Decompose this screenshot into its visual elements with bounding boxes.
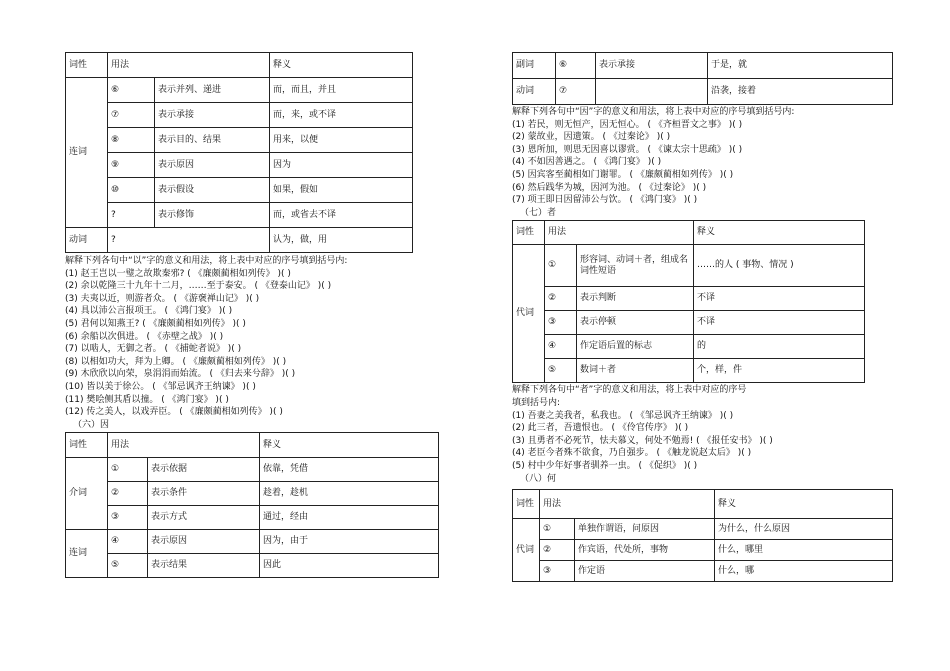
row-meaning: 什么，哪里 xyxy=(715,540,893,561)
table-header-row xyxy=(66,433,439,458)
table-header-row xyxy=(513,490,893,519)
header-shiyi: 释义 xyxy=(715,490,893,519)
row-usage: 表示判断 xyxy=(577,287,694,311)
row-meaning: 认为，做，用 xyxy=(270,228,413,253)
list-item: (12) 传之美人，以戏弄臣。 ( 《廉颇蔺相如列传》 )( ) xyxy=(65,407,283,418)
row-meaning: 因此 xyxy=(260,554,439,578)
right-column xyxy=(512,52,892,582)
header-cixing: 词性 xyxy=(513,490,540,519)
row-usage: 表示依据 xyxy=(148,458,260,482)
table-row xyxy=(513,540,893,561)
group-dongci: 动词 xyxy=(66,228,108,253)
row-meaning: 因为 xyxy=(270,153,413,178)
row-usage: 作宾语，代处所，事物 xyxy=(575,540,715,561)
row-num: ⑤ xyxy=(545,359,577,383)
instruction-text-cont: 填到括号内: xyxy=(512,397,561,408)
list-item: (6) 然后践华为城，因河为池。 ( 《过秦论》 )( ) xyxy=(512,182,707,193)
list-item: (1) 吾妻之美我者，私我也。 ( 《邹忌讽齐王纳谏》 )( ) xyxy=(512,410,734,421)
group-dongci: 动词 xyxy=(513,79,556,105)
group-daici: 代词 xyxy=(513,245,545,383)
table-row xyxy=(66,78,413,103)
table-row xyxy=(66,482,439,506)
row-usage: 表示结果 xyxy=(148,554,260,578)
table-row xyxy=(513,359,865,383)
row-num: ① xyxy=(540,519,575,540)
row-num: ? xyxy=(108,203,155,228)
table-row xyxy=(66,530,439,554)
row-meaning: 而，而且，并且 xyxy=(270,78,413,103)
table-yin-continued xyxy=(512,52,893,105)
list-item: (7) 项王即日因留沛公与饮。 ( 《鸿门宴》 )( ) xyxy=(512,195,698,206)
row-meaning: 因为，由于 xyxy=(260,530,439,554)
table-row xyxy=(513,311,865,335)
row-num: ② xyxy=(545,287,577,311)
row-usage: 表示修饰 xyxy=(155,203,270,228)
instruction-text: 解释下列各句中“者”字的意义和用法，将上表中对应的序号 xyxy=(512,385,747,396)
row-num: ⑤ xyxy=(108,554,148,578)
row-meaning: 而，来，或不译 xyxy=(270,103,413,128)
list-item: (6) 余船以次俱进。 ( 《赤壁之战》 )( ) xyxy=(65,331,224,342)
row-usage: 表示方式 xyxy=(148,506,260,530)
zhe-exercise xyxy=(512,384,892,485)
list-item: (2) 此三者，吾遗恨也。 ( 《伶官传序》 )( ) xyxy=(512,423,689,434)
list-item: (5) 村中少年好事者驯养一虫。 ( 《促织》 )( ) xyxy=(512,460,698,471)
table-header-row xyxy=(66,53,413,78)
group-fuci: 副词 xyxy=(513,53,556,79)
list-item: (5) 君何以知燕王? ( 《廉颇蔺相如列传》 )( ) xyxy=(65,318,246,329)
instruction-text: 解释下列各句中“以”字的意义和用法，将上表中对应的序号填到括号内: xyxy=(65,256,348,266)
table-he xyxy=(512,489,893,582)
section-title-zhe: （七）者 xyxy=(520,207,557,218)
row-usage: 表示原因 xyxy=(155,153,270,178)
table-row xyxy=(66,178,413,203)
row-usage: 作定语后置的标志 xyxy=(577,335,694,359)
row-meaning: 而，或省去不译 xyxy=(270,203,413,228)
row-meaning: 如果，假如 xyxy=(270,178,413,203)
row-meaning: 用来，以便 xyxy=(270,128,413,153)
row-usage xyxy=(596,79,708,105)
row-num: ④ xyxy=(108,530,148,554)
row-meaning: 个，样，件 xyxy=(694,359,865,383)
list-item: (11) 樊哙侧其盾以撞。 ( 《鸿门宴》 )( ) xyxy=(65,394,229,405)
group-daici: 代词 xyxy=(513,519,540,582)
list-item: (1) 赵王岂以一璧之故欺秦邪? ( 《廉颇蔺相如列传》 )( ) xyxy=(65,268,291,279)
row-usage: 表示假设 xyxy=(155,178,270,203)
header-cixing: 词性 xyxy=(66,433,108,458)
row-meaning: ……的人 ( 事物、情况 ) xyxy=(694,245,865,287)
row-usage: 形容词、动词＋者，组成名词性短语 xyxy=(577,245,694,287)
row-meaning: 趁着，趁机 xyxy=(260,482,439,506)
header-shiyi: 释义 xyxy=(270,53,413,78)
row-num: ② xyxy=(108,482,148,506)
header-shiyi: 释义 xyxy=(260,433,439,458)
table-row xyxy=(66,458,439,482)
row-num: ⑩ xyxy=(108,178,155,203)
table-row xyxy=(513,561,893,582)
list-item: (9) 木欣欣以向荣，泉涓涓而始流。 ( 《归去来兮辞》 )( ) xyxy=(65,369,296,380)
header-cixing: 词性 xyxy=(513,221,545,245)
row-meaning: 为什么，什么原因 xyxy=(715,519,893,540)
group-lianci: 连词 xyxy=(66,530,108,578)
row-usage: 表示目的、结果 xyxy=(155,128,270,153)
row-num: ① xyxy=(108,458,148,482)
group-jieci: 介词 xyxy=(66,458,108,530)
row-usage: 数词＋者 xyxy=(577,359,694,383)
table-row xyxy=(66,554,439,578)
row-usage: 表示承接 xyxy=(155,103,270,128)
row-meaning: 沿袭，接着 xyxy=(708,79,893,105)
table-row xyxy=(66,153,413,178)
row-num: ⑨ xyxy=(108,153,155,178)
row-meaning: 的 xyxy=(694,335,865,359)
list-item: (4) 不如因善遇之。 ( 《鸿门宴》 )( ) xyxy=(512,157,662,168)
group-lianci: 连词 xyxy=(66,78,108,228)
list-item: (8) 以相如功大，拜为上卿。 ( 《廉颇蔺相如列传》 )( ) xyxy=(65,356,287,367)
list-item: (4) 具以沛公言报项王。 ( 《鸿门宴》 )( ) xyxy=(65,306,233,317)
row-num: ⑥ xyxy=(556,53,596,79)
yi-exercise xyxy=(65,255,413,431)
table-row xyxy=(66,103,413,128)
left-column xyxy=(65,52,413,578)
header-yongfa: 用法 xyxy=(540,490,715,519)
yin-exercise xyxy=(512,106,892,219)
row-meaning: 依靠，凭借 xyxy=(260,458,439,482)
list-item: (4) 老臣今者殊不欲食，乃自强步。 ( 《触龙说赵太后》 )( ) xyxy=(512,448,752,459)
table-header-row xyxy=(513,221,865,245)
row-meaning: 于是，就 xyxy=(708,53,893,79)
section-title-he: （八）何 xyxy=(520,473,557,484)
header-cixing: 词性 xyxy=(66,53,108,78)
row-usage: 单独作谓语，问原因 xyxy=(575,519,715,540)
list-item: (5) 因宾客至蔺相如门谢罪。 ( 《廉颇蔺相如列传》 )( ) xyxy=(512,169,734,180)
list-item: (2) 蒙故业，因遗策。 ( 《过秦论》 )( ) xyxy=(512,132,671,143)
table-row xyxy=(513,519,893,540)
table-row xyxy=(513,287,865,311)
header-yongfa: 用法 xyxy=(108,433,260,458)
row-num: ④ xyxy=(545,335,577,359)
list-item: (3) 恩所加，则思无因喜以谬赏。 ( 《谏太宗十思疏》 )( ) xyxy=(512,144,743,155)
row-usage: 表示停顿 xyxy=(577,311,694,335)
table-row xyxy=(513,79,893,105)
list-item: (7) 以啮人，无御之者。 ( 《捕蛇者说》 )( ) xyxy=(65,344,242,355)
list-item: (10) 皆以美于徐公。 ( 《邹忌讽齐王纳谏》 )( ) xyxy=(65,381,256,392)
table-row xyxy=(513,245,865,287)
row-num: ③ xyxy=(545,311,577,335)
table-row xyxy=(513,335,865,359)
header-yongfa: 用法 xyxy=(545,221,694,245)
section-title-yin: （六）因 xyxy=(73,419,110,430)
table-row xyxy=(66,506,439,530)
row-num: ⑦ xyxy=(108,103,155,128)
row-num: ① xyxy=(545,245,577,287)
row-num: ⑧ xyxy=(108,128,155,153)
row-num: ③ xyxy=(540,561,575,582)
row-usage: 表示条件 xyxy=(148,482,260,506)
row-meaning: 不译 xyxy=(694,287,865,311)
table-row xyxy=(513,53,893,79)
table-yi xyxy=(65,52,413,253)
row-num: ⑥ xyxy=(108,78,155,103)
row-meaning: 什么，哪 xyxy=(715,561,893,582)
header-shiyi: 释义 xyxy=(694,221,865,245)
row-num: ② xyxy=(540,540,575,561)
row-usage: 表示并列、递进 xyxy=(155,78,270,103)
list-item: (1) 若民，则无恒产，因无恒心。 ( 《齐桓晋文之事》 )( ) xyxy=(512,119,743,130)
table-row xyxy=(66,128,413,153)
list-item: (3) 且勇者不必死节，怯夫慕义，何处不勉焉! ( 《报任安书》 )( ) xyxy=(512,435,773,446)
row-meaning: 通过，经由 xyxy=(260,506,439,530)
table-zhe xyxy=(512,220,865,383)
list-item: (3) 夫夷以近，则游者众。 ( 《游褒禅山记》 )( ) xyxy=(65,293,260,304)
row-usage: 表示原因 xyxy=(148,530,260,554)
table-row xyxy=(66,228,413,253)
row-meaning: 不译 xyxy=(694,311,865,335)
row-num: ③ xyxy=(108,506,148,530)
row-num: ? xyxy=(108,228,270,253)
row-num: ⑦ xyxy=(556,79,596,105)
table-yin xyxy=(65,432,439,578)
list-item: (2) 余以乾隆三十九年十二月，……至于泰安。 ( 《登泰山记》 )( ) xyxy=(65,281,332,292)
header-yongfa: 用法 xyxy=(108,53,270,78)
table-row xyxy=(66,203,413,228)
row-usage: 表示承接 xyxy=(596,53,708,79)
instruction-text: 解释下列各句中“因”字的意义和用法，将上表中对应的序号填到括号内: xyxy=(512,107,795,117)
row-usage: 作定语 xyxy=(575,561,715,582)
